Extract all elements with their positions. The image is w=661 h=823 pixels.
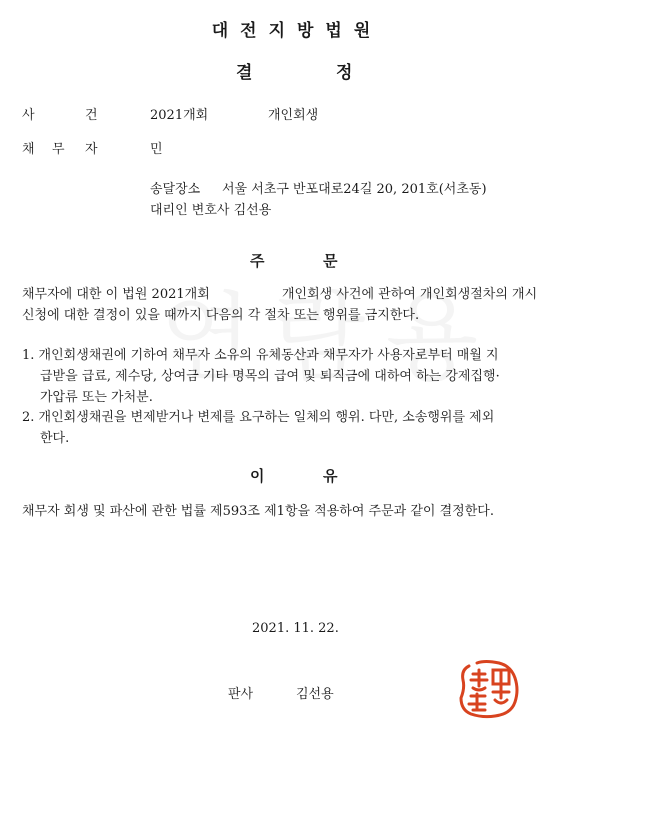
order-item-2-line-1: 2. 개인회생채권을 변제받거나 변제를 요구하는 일체의 행위. 다만, 소송행위를 제외 (22, 410, 495, 425)
case-name: 개인회생 (268, 108, 319, 123)
reason-heading-char-1: 이 (250, 467, 265, 485)
order-intro-1b: 개인회생 사건에 관하여 개인회생절차의 개시 (282, 287, 538, 302)
agent: 대리인 변호사 김선용 (150, 203, 272, 218)
order-heading-char-2: 문 (323, 252, 338, 270)
reason-heading-char-2: 유 (323, 467, 338, 485)
court-seal-stamp (455, 658, 523, 720)
reason-text: 채무자 회생 및 파산에 관한 법률 제593조 제1항을 적용하여 주문과 같이 결정한다. (22, 504, 494, 519)
document-type-char-1: 결 (236, 63, 253, 83)
debtor-label-2: 무 (52, 142, 65, 157)
debtor-name: 민 (150, 142, 163, 157)
order-item-1-line-3: 가압류 또는 가처분. (40, 390, 153, 405)
order-heading-char-1: 주 (250, 252, 265, 270)
order-item-1-line-1: 1. 개인회생채권에 기하여 채무자 소유의 유체동산과 채무자가 사용자로부터 매월 지 (22, 348, 499, 363)
case-label-1: 사 (22, 108, 35, 123)
case-label-2: 건 (85, 108, 98, 123)
case-number: 2021개회 (150, 108, 209, 123)
order-intro-1a: 채무자에 대한 이 법원 2021개회 (22, 287, 210, 302)
judge-name: 김선용 (296, 687, 334, 702)
service-address: 서울 서초구 반포대로24길 20, 201호(서초동) (222, 182, 487, 197)
decision-date: 2021. 11. 22. (252, 621, 339, 636)
order-item-2-line-2: 한다. (40, 431, 70, 446)
court-name: 대전지방법원 (211, 21, 383, 41)
order-item-1-line-2: 급받을 급료, 제수당, 상여금 기타 명목의 급여 및 퇴직금에 대하여 하는 강제집행· (40, 369, 500, 384)
service-label: 송달장소 (150, 182, 201, 197)
debtor-label-1: 채 (22, 142, 35, 157)
order-intro-2: 신청에 대한 결정이 있을 때까지 다음의 각 절차 또는 행위를 금지한다. (22, 308, 420, 323)
judge-label: 판사 (228, 687, 254, 702)
document-type-char-2: 정 (336, 63, 353, 83)
debtor-label-3: 자 (85, 142, 98, 157)
